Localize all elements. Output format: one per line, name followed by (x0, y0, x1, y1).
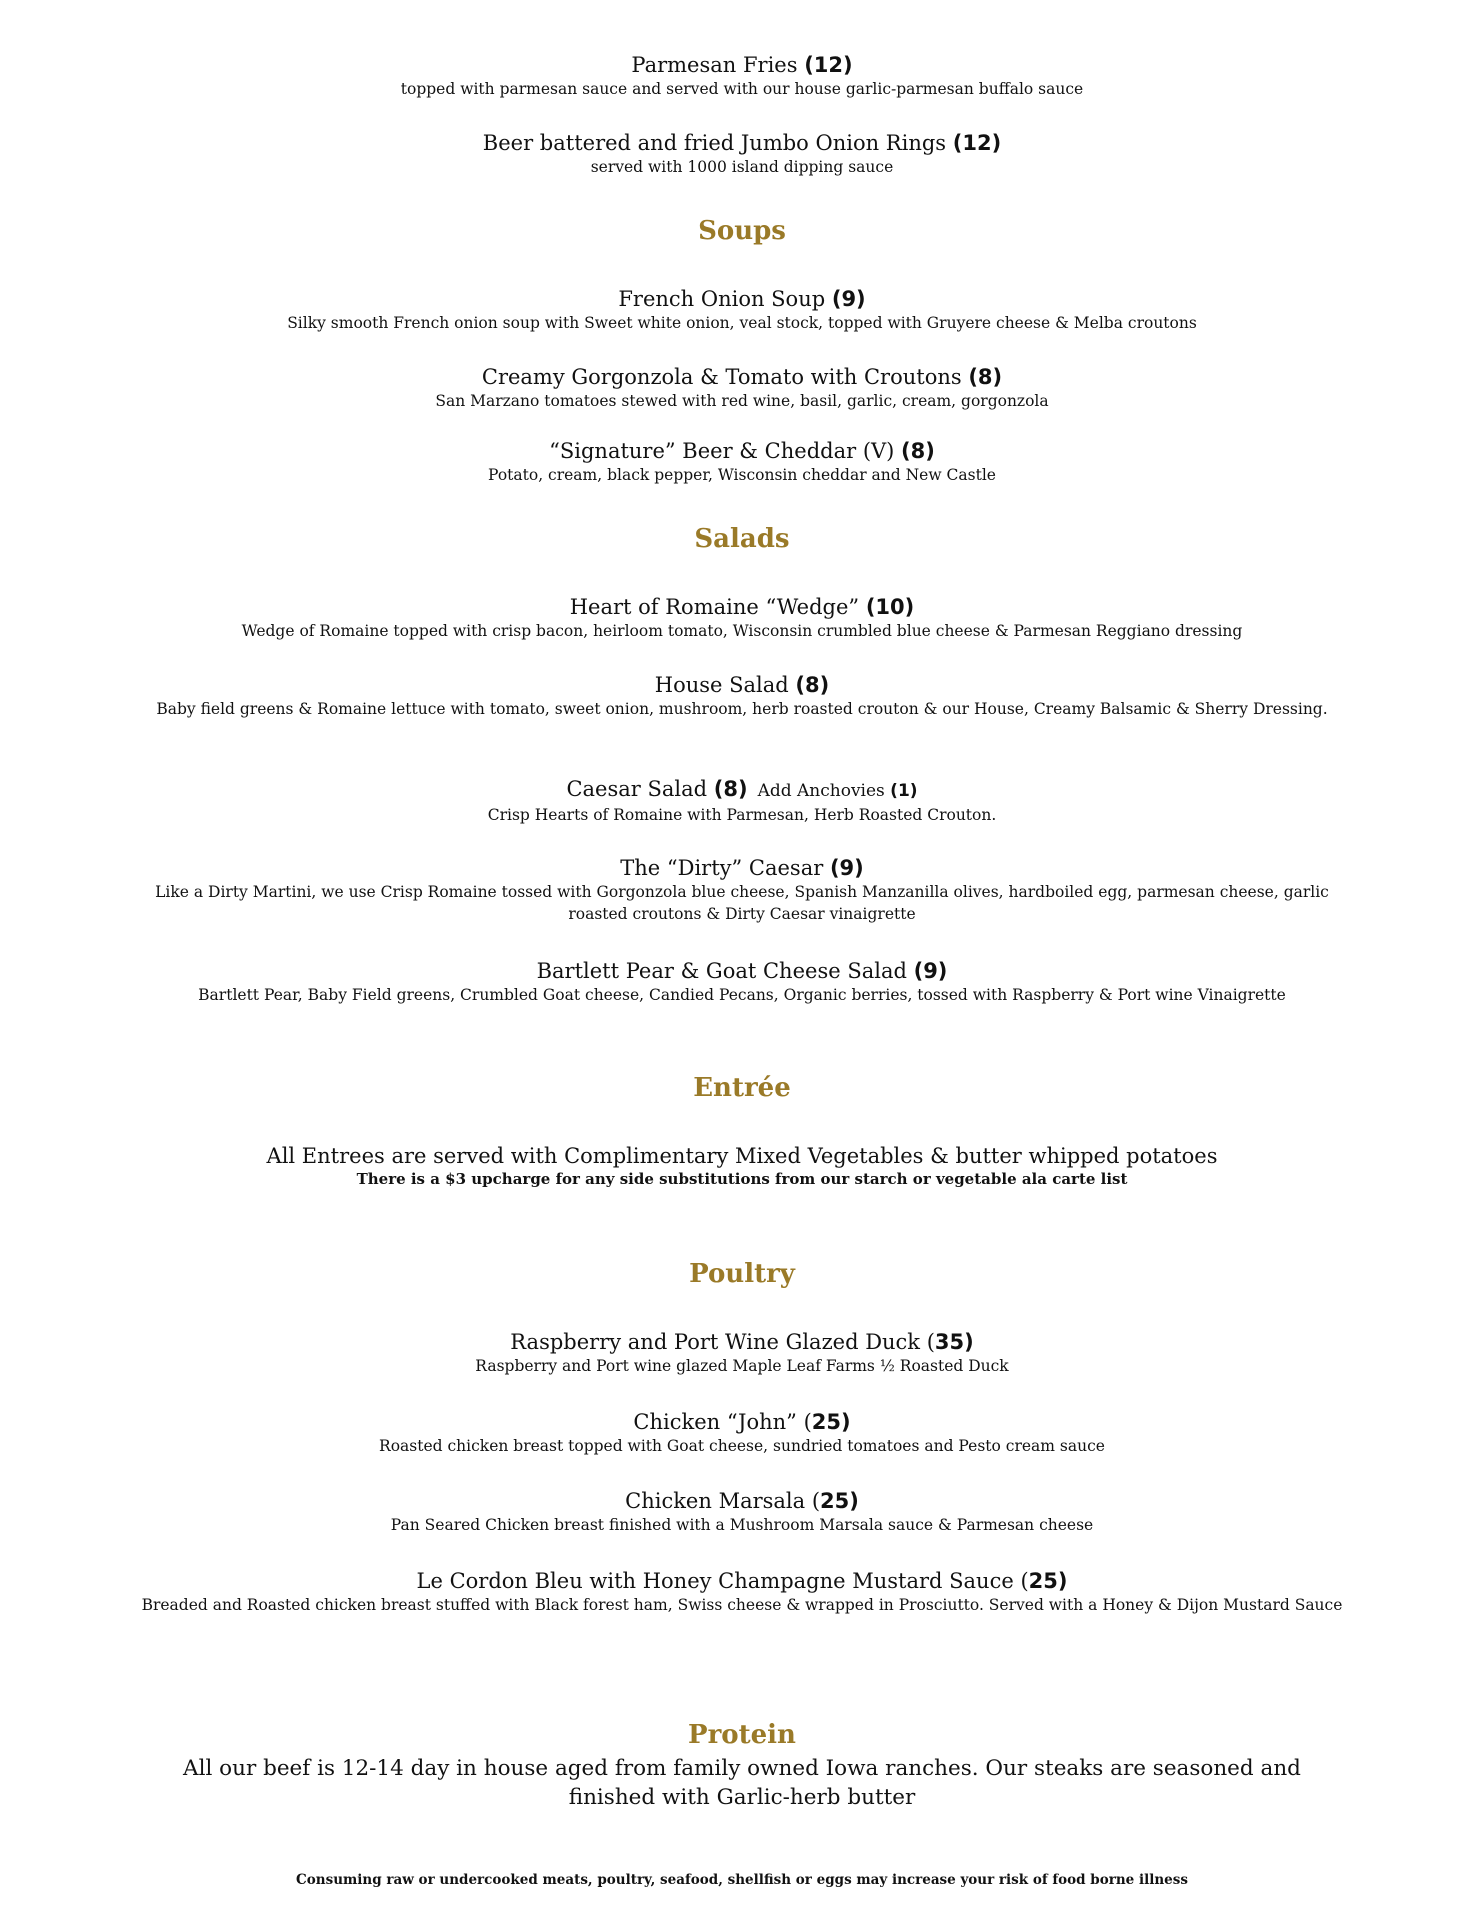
item-price: (12) (804, 53, 853, 77)
item-name: French Onion Soup (618, 287, 832, 311)
item-description: Bartlett Pear, Baby Field greens, Crumbled Goat cheese, Candied Pecans, Organic berries, tossed with Raspberry & Port wine Vinaigrette (198, 986, 1286, 1004)
item-price: (9) (913, 959, 948, 983)
menu-item-beer-cheddar (140, 438, 1344, 486)
addon-price: (1) (890, 781, 918, 801)
item-price: 25) (820, 1489, 859, 1513)
item-description: Wedge of Romaine topped with crisp bacon, heirloom tomato, Wisconsin crumbled blue cheese & Parmesan Reggiano dressing (241, 622, 1243, 640)
entree-intro-block (140, 1143, 1344, 1189)
item-price: (8) (968, 365, 1003, 389)
item-name: Heart of Romaine “Wedge” (569, 595, 866, 619)
item-name: Chicken “John” ( (633, 1410, 812, 1434)
item-description: Raspberry and Port wine glazed Maple Leaf Farms ½ Roasted Duck (475, 1357, 1009, 1375)
entree-intro: All Entrees are served with Complimentary Mixed Vegetables & butter whipped potatoes (266, 1144, 1218, 1168)
item-description: topped with parmesan sauce and served with our house garlic-parmesan buffalo sauce (400, 80, 1084, 98)
item-price: (10) (865, 595, 915, 619)
item-description: Crisp Hearts of Romaine with Parmesan, Herb Roasted Crouton. (487, 806, 997, 824)
section-heading-salads: Salads (694, 524, 790, 554)
menu-item-cordon-bleu (140, 1568, 1344, 1616)
item-price: (8) (713, 777, 748, 801)
addon-label: Add Anchovies (757, 781, 891, 801)
item-name: Le Cordon Bleu with Honey Champagne Mustard Sauce ( (416, 1569, 1029, 1593)
section-heading-soups: Soups (698, 216, 786, 246)
item-description: Breaded and Roasted chicken breast stuffed with Black forest ham, Swiss cheese & wrapped in Prosciutto. Served with a Honey & Dijon Mustard Sauce (141, 1596, 1343, 1614)
menu-item-chicken-marsala (140, 1488, 1344, 1536)
menu-item-chicken-john (140, 1409, 1344, 1457)
menu-item-onion-rings (140, 130, 1344, 178)
item-name: “Signature” Beer & Cheddar (V) (549, 439, 902, 463)
section-heading-protein: Protein (688, 1720, 796, 1750)
item-description: served with 1000 island dipping sauce (590, 158, 894, 176)
item-price: 25) (811, 1410, 851, 1434)
item-name: Caesar Salad (566, 777, 714, 801)
item-price: 35) (934, 1330, 974, 1354)
section-heading-entree: Entrée (693, 1073, 791, 1103)
item-description: Roasted chicken breast topped with Goat cheese, sundried tomatoes and Pesto cream sauce (379, 1437, 1105, 1455)
item-price: (9) (831, 287, 866, 311)
item-price: (8) (901, 439, 935, 463)
food-safety-disclaimer: Consuming raw or undercooked meats, poultry, seafood, shellfish or eggs may increase your risk of food borne illness (296, 1872, 1188, 1888)
item-description: Pan Seared Chicken breast finished with a Mushroom Marsala sauce & Parmesan cheese (390, 1516, 1094, 1534)
item-price: (8) (795, 673, 830, 697)
item-price: (12) (952, 131, 1002, 155)
menu-item-pear-goat-cheese (140, 958, 1344, 1006)
item-name: The “Dirty” Caesar (620, 856, 830, 880)
menu-item-house-salad (140, 672, 1344, 720)
menu-item-french-onion-soup (140, 286, 1344, 334)
menu-item-wedge (140, 594, 1344, 642)
item-name: House Salad (654, 673, 796, 697)
item-description: Potato, cream, black pepper, Wisconsin cheddar and New Castle (488, 466, 996, 484)
item-price: 25) (1028, 1569, 1068, 1593)
item-name: Raspberry and Port Wine Glazed Duck ( (510, 1330, 935, 1354)
item-name: Creamy Gorgonzola & Tomato with Croutons (481, 365, 969, 389)
item-description: Silky smooth French onion soup with Sweet white onion, veal stock, topped with Gruyere cheese & Melba croutons (287, 314, 1197, 332)
item-description: Baby field greens & Romaine lettuce with tomato, sweet onion, mushroom, herb roasted crouton & our House, Creamy Balsamic & Sherry Dressing. (156, 700, 1328, 718)
menu-item-caesar-salad (140, 776, 1344, 826)
item-name: Parmesan Fries (631, 53, 805, 77)
protein-intro-block (140, 1754, 1344, 1812)
item-price: (9) (829, 856, 864, 880)
item-description: San Marzano tomatoes stewed with red wine, basil, garlic, cream, gorgonzola (435, 392, 1049, 410)
menu-item-duck (140, 1329, 1344, 1377)
item-name: Beer battered and fried Jumbo Onion Rings (482, 131, 953, 155)
section-heading-poultry: Poultry (689, 1259, 795, 1289)
item-description: Like a Dirty Martini, we use Crisp Romaine tossed with Gorgonzola blue cheese, Spanish Manzanilla olives, hardboiled egg, parmesan cheese, garlic roasted croutons & Dirty Caesar vinaigrette (155, 883, 1329, 923)
protein-intro: All our beef is 12-14 day in house aged from family owned Iowa ranches. Our steaks are seasoned and finished with Garlic-herb butter (183, 1756, 1301, 1810)
entree-substitution-note: There is a $3 upcharge for any side substitutions from our starch or vegetable ala carte list (356, 1170, 1128, 1188)
item-name: Bartlett Pear & Goat Cheese Salad (536, 959, 914, 983)
item-name: Chicken Marsala ( (625, 1489, 821, 1513)
menu-item-gorgonzola-tomato (140, 364, 1344, 412)
menu-item-dirty-caesar (140, 855, 1344, 925)
menu-item-parmesan-fries (140, 52, 1344, 100)
